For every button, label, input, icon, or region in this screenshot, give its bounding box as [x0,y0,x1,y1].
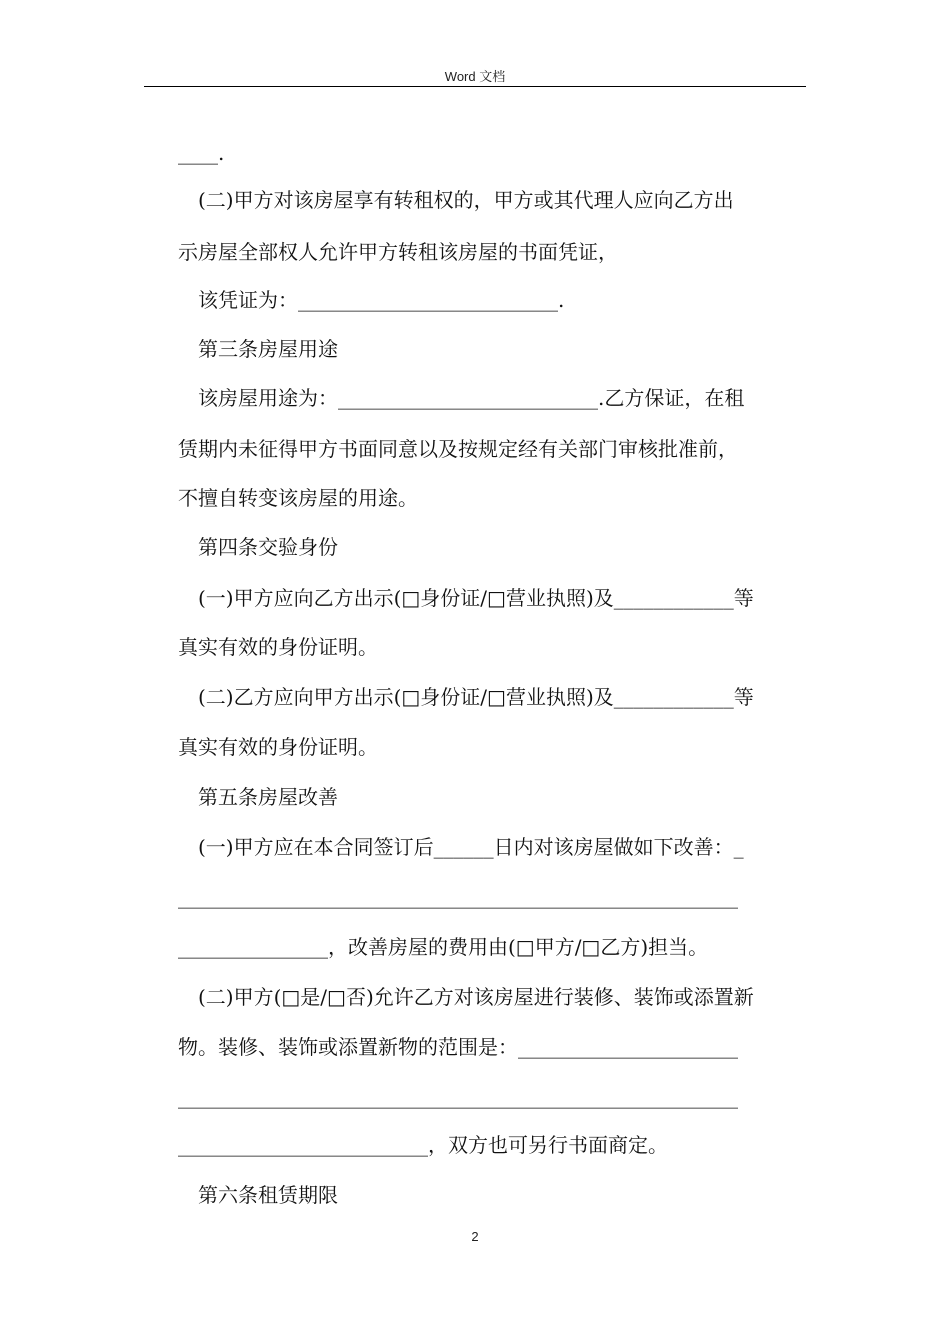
text-line: (二)甲方(□是/□否)允许乙方对该房屋进行装修、装饰或添置新 [198,985,754,1009]
text-line: 该房屋用途为：__________________________.乙方保证，在租 [198,386,745,410]
text-line: _________________________，双方也可另行书面商定。 [178,1133,668,1157]
text-line: (一)甲方应向乙方出示(□身份证/□营业执照)及____________等 [198,586,754,610]
section-heading: 第五条房屋改善 [198,785,338,809]
section-heading: 第六条租赁期限 [198,1183,338,1207]
text-line: (一)甲方应在本合同签订后______日内对该房屋做如下改善：_ [198,835,744,859]
text-line: 物。装修、装饰或添置新物的范围是：______________________ [178,1035,738,1059]
text-line: 该凭证为：__________________________. [198,288,565,312]
text-line: ________________________________________________________ [178,885,738,909]
text-line: _______________，改善房屋的费用由(□甲方/□乙方)担当。 [178,935,709,959]
text-line: ________________________________________________________ [178,1085,738,1109]
text-line: (二)甲方对该房屋享有转租权的，甲方或其代理人应向乙方出 [198,188,734,212]
text-line: ____. [178,141,225,165]
text-line: 赁期内未征得甲方书面同意以及按规定经有关部门审核批准前， [178,437,738,461]
text-line: 真实有效的身份证明。 [178,735,378,759]
section-heading: 第三条房屋用途 [198,337,338,361]
text-line: 不擅自转变该房屋的用途。 [178,486,418,510]
text-line: 真实有效的身份证明。 [178,635,378,659]
page-header: Word 文档 [444,69,506,84]
text-line: (二)乙方应向甲方出示(□身份证/□营业执照)及____________等 [198,685,754,709]
section-heading: 第四条交验身份 [198,535,338,559]
header-rule [144,86,806,87]
text-line: 示房屋全部权人允许甲方转租该房屋的书面凭证， [178,240,618,264]
page-number: 2 [471,1229,479,1244]
